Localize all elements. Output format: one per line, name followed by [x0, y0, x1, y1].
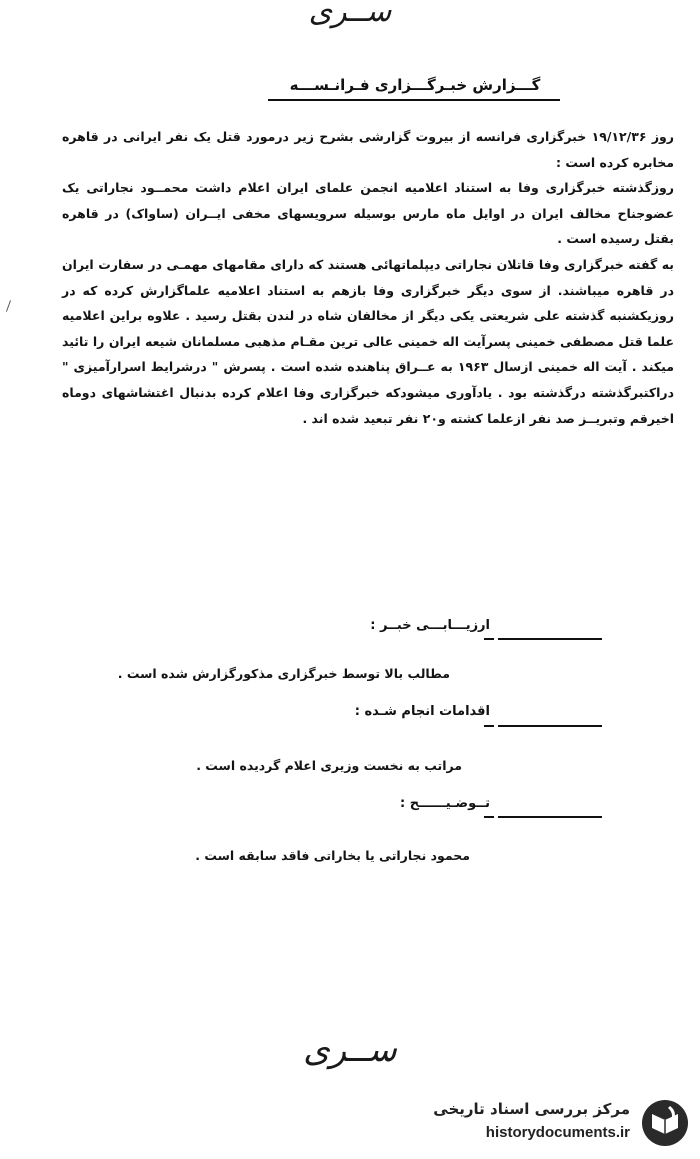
watermark: [390, 1098, 690, 1150]
title-underline: [268, 99, 560, 101]
evaluation-heading: ارزیـــابـــی خبــر :: [370, 618, 490, 633]
report-body: [62, 124, 674, 431]
paragraph-details: به گفته خبرگزاری وفا قاتلان نجاراتی دیپلماتهائی هستند که دارای مقامهای مهمـی در سفارت ایران در قاهره میباشند. از سوی دیگر خبرگزاری وفا بازهم به استناد اعلامیه علماگزارش کرده که در روزیکشنبه گذشته علی شریعتی یکی دیگر از مخالفان شاه در لندن بقتل رسید . علاوه براین اعلامیه علما قتل مصطفی خمینی پسرآیت اله خمینی عالی ترین مقـام مذهبی مسلمانان شیعه ایران را تائید میکند . آیت اله خمینی ازسال ۱۹۶۳ به عــراق پناهنده شده است . پسرش " درشرایط اسرارآمیزی " دراکتبرگذشته درگذشته بود . یادآوری میشودکه خبرگزاری وفا اعلام کرده بدنبال اغتشاشهای دوماه اخیرقم وتبریــز صد نفر ازعلما کشته و۲۰ نفر تبعید شده اند .: [62, 256, 674, 426]
evaluation-text: مطالب بالا توسط خبرگزاری مذکورگزارش شده است .: [117, 666, 450, 681]
watermark-url: historydocuments.ir: [485, 1124, 630, 1141]
evaluation-heading-underline: [498, 638, 602, 640]
evaluation-heading-underline: [484, 638, 494, 640]
explanation-heading-underline: [498, 816, 602, 818]
classification-mark-top: ســری: [308, 0, 392, 29]
classification-mark-bottom: ســری: [303, 1030, 397, 1070]
actions-heading: اقدامات انجام شـده :: [354, 704, 490, 719]
actions-heading-underline: [484, 725, 494, 727]
paragraph-intro: روز ۱۹/۱۲/۳۶ خبرگزاری فرانسه از بیروت گزارشی بشرح زیر درمورد قتل یک نفر ایرانی در قاهره مخابره کرده است :: [62, 129, 675, 170]
paragraph-wafa-report: روزگذشته خبرگزاری وفا به استناد اعلامیه انجمن علمای ایران اعلام داشت محمــود نجاراتی یک عضوجناح مخالف ایران در اوایل ماه مارس بوسیله سرویسهای مخفی ایــران (ساواک) در قاهره بقتل رسیده است .: [62, 180, 674, 247]
actions-text: مراتب به نخست وزیری اعلام گردیده است .: [196, 758, 462, 773]
scan-mark: [6, 300, 11, 312]
watermark-name: مرکز بررسی اسناد تاریخی: [433, 1100, 630, 1118]
explanation-heading: تــوضـیــــــح :: [400, 796, 490, 811]
explanation-text: محمود نجاراتی یا بخاراتی فاقد سابقه است .: [195, 848, 470, 863]
actions-heading-underline: [498, 725, 602, 727]
report-title: گـــزارش خبـرگـــزاری فـرانـســـه: [289, 76, 541, 94]
book-quill-icon: [640, 1098, 690, 1148]
explanation-heading-underline: [484, 816, 494, 818]
